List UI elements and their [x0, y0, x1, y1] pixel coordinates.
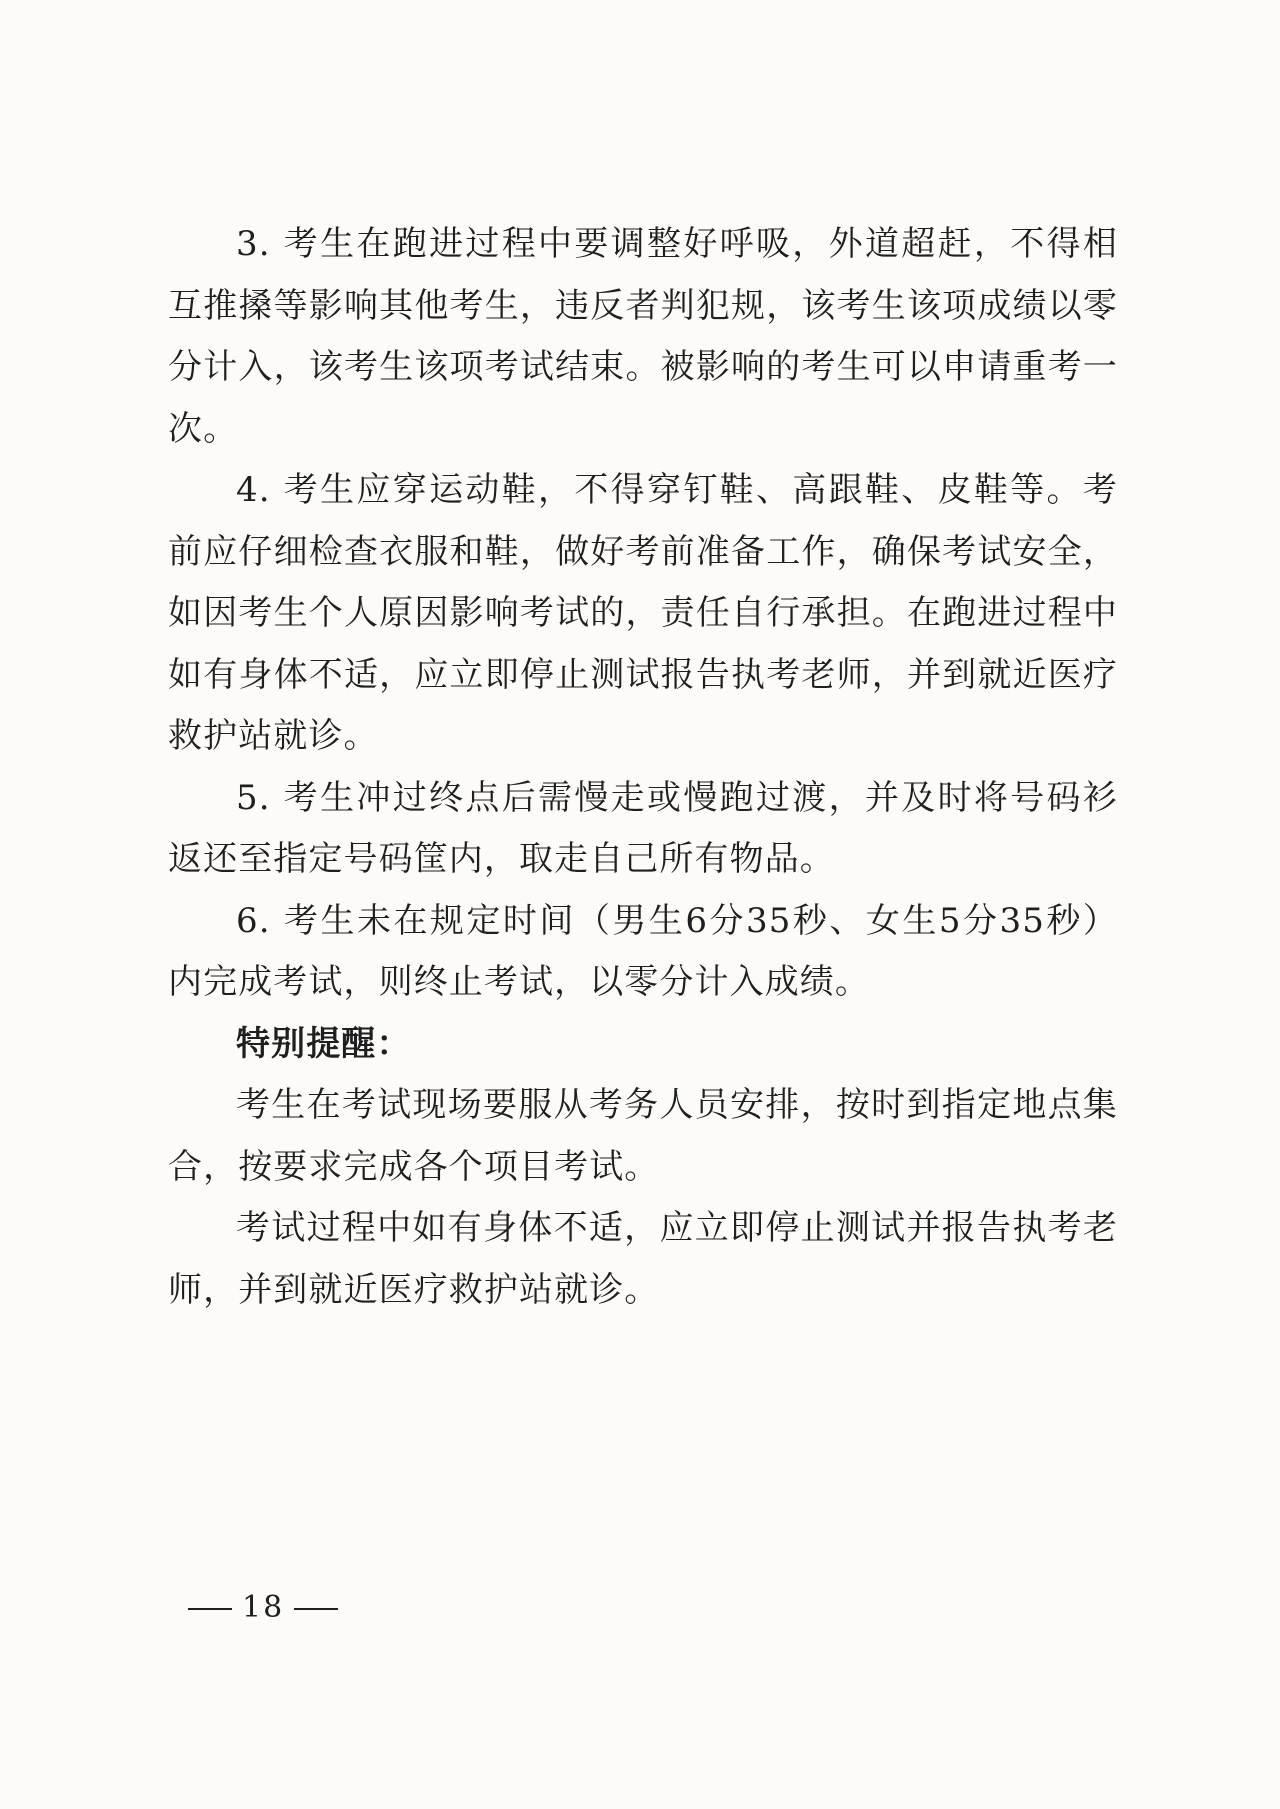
page-content: [168, 214, 1118, 1321]
reminder-paragraph: 考试过程中如有身体不适，应立即停止测试并报告执考老师，并到就近医疗救护站就诊。: [168, 1208, 1118, 1310]
rule-item-4: 4. 考生应穿运动鞋，不得穿钉鞋、高跟鞋、皮鞋等。考前应仔细检查衣服和鞋，做好考前准备工作，确保考试安全，如因考生个人原因影响考试的，责任自行承担。在跑进过程中如有身体不适，应立即停止测试报告执考老师，并到就近医疗救护站就诊。: [168, 470, 1118, 756]
footer-dash-left: [188, 1608, 232, 1610]
footer-dash-right: [294, 1608, 338, 1610]
rule-item-3: 3. 考生在跑进过程中要调整好呼吸，外道超赶，不得相互推搡等影响其他考生，违反者判犯规，该考生该项成绩以零分计入，该考生该项考试结束。被影响的考生可以申请重考一次。: [168, 224, 1118, 449]
page-footer: [178, 1590, 348, 1625]
page-number: 18: [242, 1590, 285, 1625]
rule-item-6: 6. 考生未在规定时间（男生6分35秒、女生5分35秒）内完成考试，则终止考试，以零分计入成绩。: [168, 900, 1118, 1002]
reminder-paragraph: 考生在考试现场要服从考务人员安排，按时到指定地点集合，按要求完成各个项目考试。: [168, 1085, 1118, 1187]
reminder-heading: 特别提醒：: [236, 1023, 412, 1064]
rule-item-5: 5. 考生冲过终点后需慢走或慢跑过渡，并及时将号码衫返还至指定号码筐内，取走自己所有物品。: [168, 777, 1118, 879]
